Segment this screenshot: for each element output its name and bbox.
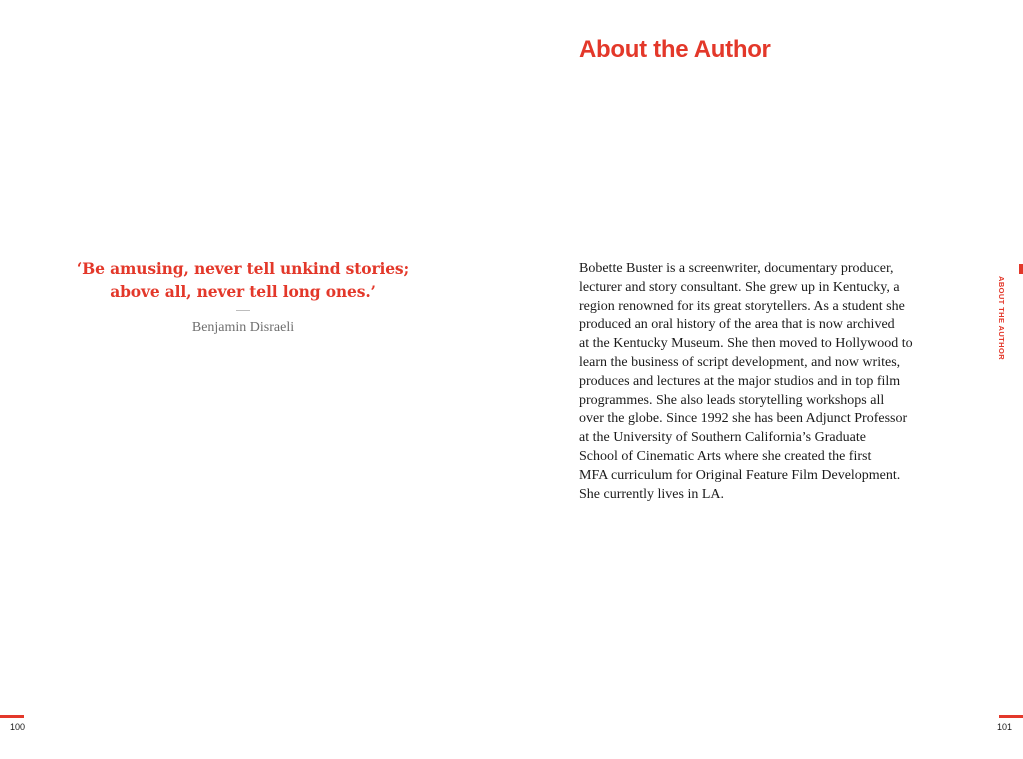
- bio-line: School of Cinematic Arts where she created the first: [579, 448, 872, 464]
- page-number-left: 100: [10, 722, 26, 732]
- running-head-marker: [1019, 264, 1023, 274]
- left-page: [0, 0, 511, 759]
- bio-line: Bobette Buster is a screenwriter, documentary producer,: [579, 261, 894, 276]
- epigraph-line: ‘Be amusing, never tell unkind stories;: [76, 259, 410, 278]
- folio-marker-left: [0, 715, 24, 718]
- bio-line: programmes. She also leads storytelling workshops all: [579, 392, 885, 408]
- bio-line: MFA curriculum for Original Feature Film Development.: [579, 467, 901, 483]
- bio-line: over the globe. Since 1992 she has been Adjunct Professor: [579, 411, 908, 427]
- bio-line: produces and lectures at the major studios and in top film: [579, 373, 901, 389]
- folio-marker-right: [999, 715, 1023, 718]
- bio-line: lecturer and story consultant. She grew up in Kentucky, a: [579, 279, 900, 295]
- running-head: ABOUT THE AUTHOR: [997, 276, 1006, 361]
- epigraph-attribution: Benjamin Disraeli: [191, 320, 295, 335]
- right-page: [512, 0, 1023, 759]
- bio-line: She currently lives in LA.: [579, 486, 725, 502]
- epigraph: [70, 257, 416, 337]
- epigraph-line: above all, never tell long ones.’: [110, 282, 376, 301]
- bio-line: learn the business of script development, and now writes,: [579, 354, 901, 370]
- bio-line: produced an oral history of the area that is now archived: [579, 317, 895, 333]
- page-number-right: 101: [997, 722, 1013, 732]
- page-title: About the Author: [579, 36, 771, 63]
- bio-line: region renowned for its great storytellers. As a student she: [579, 298, 905, 314]
- epigraph-divider: [236, 310, 250, 311]
- bio-line: at the Kentucky Museum. She then moved to Hollywood to: [579, 336, 913, 352]
- author-bio: [579, 260, 959, 504]
- bio-line: at the University of Southern California’s Graduate: [579, 430, 866, 446]
